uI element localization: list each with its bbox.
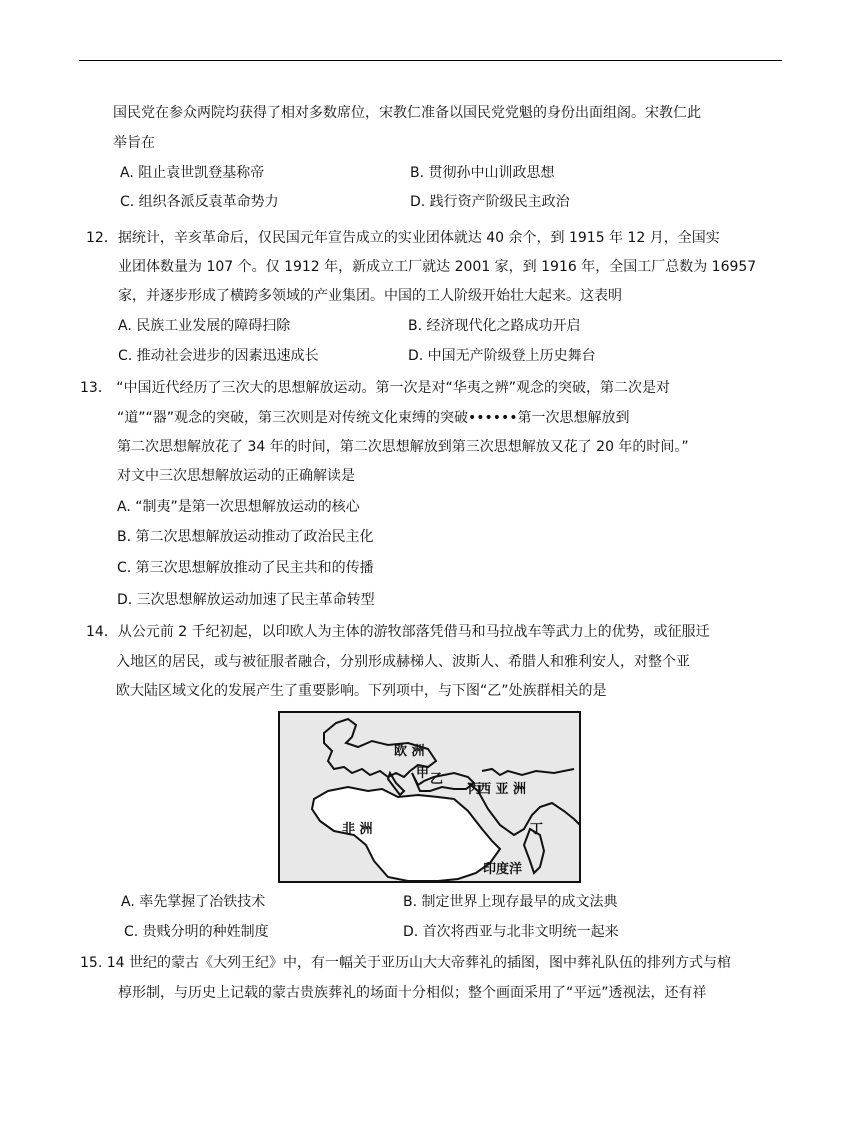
q11-option-b: B. 贯彻孙中山训政思想 bbox=[410, 165, 555, 181]
q11-text-line-2: 举旨在 bbox=[113, 135, 155, 151]
map-label-jia: 甲 bbox=[416, 766, 430, 781]
q12-text-line-2: 业团体数量为 107 个。仅 1912 年，新成立工厂就达 2001 家，到 1916 年，全国工厂总数为 16957 bbox=[118, 259, 757, 275]
q14-option-d: D. 首次将西亚与北非文明统一起来 bbox=[403, 924, 619, 940]
q11-option-d: D. 践行资产阶级民主政治 bbox=[410, 194, 570, 210]
map-label-africa: 非 洲 bbox=[342, 822, 373, 837]
q12-option-a: A. 民族工业发展的障碍扫除 bbox=[118, 318, 291, 334]
q13-text-line-4: 对文中三次思想解放运动的正确解读是 bbox=[117, 468, 355, 484]
q12-text-line-1: 12．据统计，辛亥革命后，仅民国元年宣告成立的实业团体就达 40 余个，到 1915 年 12 月，全国实 bbox=[86, 230, 720, 246]
q14-option-a: A. 率先掌握了冶铁技术 bbox=[121, 894, 266, 910]
q13-text-line-3: 第二次思想解放花了 34 年的时间，第二次思想解放到第三次思想解放又花了 20 年的时间。” bbox=[117, 439, 689, 455]
q13-option-c: C. 第三次思想解放推动了民主共和的传播 bbox=[117, 560, 374, 576]
q15-text-line-1: 15. 14 世纪的蒙古《大列王纪》中，有一幅关于亚历山大大帝葬礼的插图，图中葬礼队伍的排列方式与棺 bbox=[80, 955, 731, 971]
map-label-europe: 欧 洲 bbox=[394, 744, 425, 759]
q14-option-c: C. 贵贱分明的种姓制度 bbox=[124, 924, 269, 940]
q13-option-d: D. 三次思想解放运动加速了民主革命转型 bbox=[117, 592, 375, 608]
map-label-yi: 乙 bbox=[430, 772, 444, 787]
map-label-bing: 丙 bbox=[468, 782, 482, 797]
q13-text-line-1: 13． “中国近代经历了三次大的思想解放运动。第一次是对“华夷之辨”观念的突破，第二次是对 bbox=[80, 380, 671, 396]
q12-option-b: B. 经济现代化之路成功开启 bbox=[408, 318, 581, 334]
map-of-europe-africa-west-asia-icon bbox=[278, 711, 581, 883]
map-label-ding: 丁 bbox=[530, 822, 544, 837]
q11-text-line-1: 国民党在参众两院均获得了相对多数席位，宋教仁准备以国民党党魁的身份出面组阁。宋教仁此 bbox=[113, 105, 701, 121]
q11-option-c: C. 组织各派反袁革命势力 bbox=[120, 194, 279, 210]
map-figure bbox=[278, 711, 581, 883]
q13-option-b: B. 第二次思想解放运动推动了政治民主化 bbox=[117, 529, 374, 545]
q13-text-line-2: “道”“器”观念的突破，第三次则是对传统文化束缚的突破••••••第一次思想解放到 bbox=[117, 410, 630, 426]
map-label-west-asia: 西 亚 洲 bbox=[478, 782, 527, 797]
q11-option-a: A. 阻止袁世凯登基称帝 bbox=[120, 165, 265, 181]
q14-text-line-1: 14．从公元前 2 千纪初起，以印欧人为主体的游牧部落凭借马和马拉战车等武力上的优势，或征服迁 bbox=[86, 624, 710, 640]
q14-text-line-2: 入地区的居民，或与被征服者融合，分别形成赫梯人、波斯人、希腊人和雅利安人，对整个亚 bbox=[116, 654, 690, 670]
q15-text-line-2: 椁形制，与历史上记载的蒙古贵族葬礼的场面十分相似；整个画面采用了“平远”透视法，还有祥 bbox=[118, 985, 707, 1001]
q12-option-c: C. 推动社会进步的因素迅速成长 bbox=[118, 348, 319, 364]
q12-text-line-3: 家，并逐步形成了横跨多领域的产业集团。中国的工人阶级开始壮大起来。这表明 bbox=[118, 288, 622, 304]
q14-option-b: B. 制定世界上现存最早的成文法典 bbox=[403, 894, 618, 910]
q12-option-d: D. 中国无产阶级登上历史舞台 bbox=[408, 348, 596, 364]
q14-text-line-3: 欧大陆区域文化的发展产生了重要影响。下列项中，与下图“乙”处族群相关的是 bbox=[116, 683, 607, 699]
q13-option-a: A. “制夷”是第一次思想解放运动的核心 bbox=[117, 499, 360, 515]
map-label-indian-ocean: 印度洋 bbox=[483, 862, 523, 877]
header-rule bbox=[79, 60, 782, 61]
